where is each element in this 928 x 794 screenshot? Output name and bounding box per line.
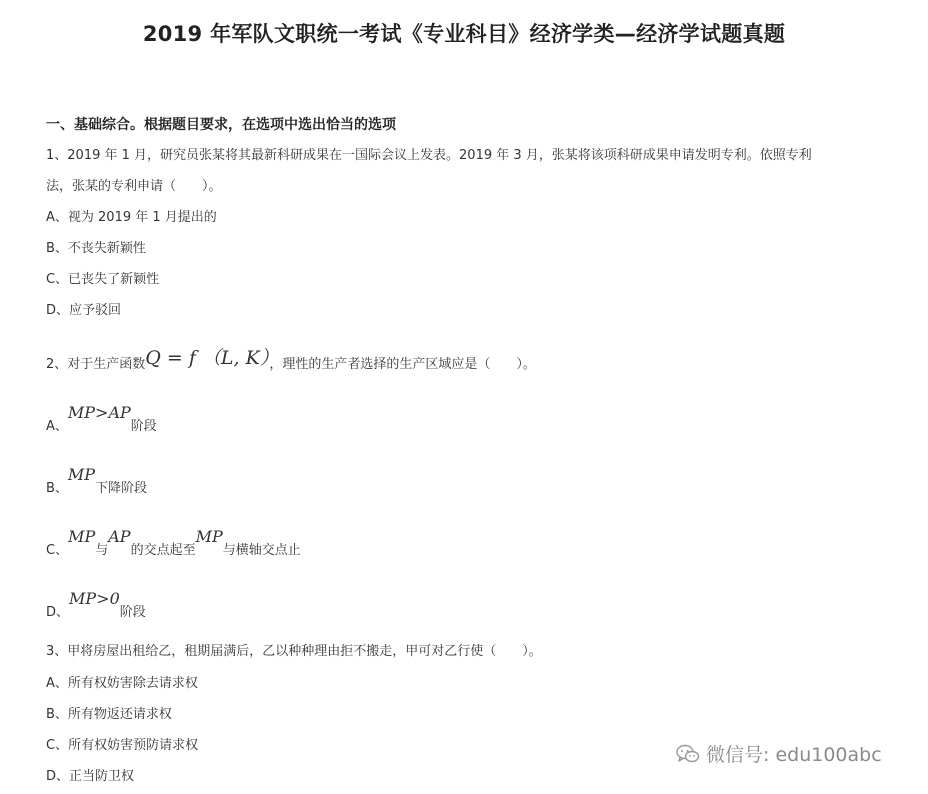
question-1-option-a: A、视为 2019 年 1 月提出的 bbox=[46, 210, 217, 225]
option-text: 的交点起至 bbox=[130, 543, 196, 558]
formula-mp: MP bbox=[67, 465, 96, 484]
wechat-watermark bbox=[676, 740, 882, 767]
option-text: 下降阶段 bbox=[95, 481, 148, 496]
option-letter: B、 bbox=[46, 481, 68, 496]
question-1-option-c: C、已丧失了新颖性 bbox=[46, 272, 160, 287]
question-1-option-d: D、应予驳回 bbox=[46, 303, 122, 318]
option-letter: D、 bbox=[46, 605, 70, 620]
question-1-option-b: B、不丧失新颖性 bbox=[46, 241, 146, 256]
option-text: 与 bbox=[95, 543, 109, 558]
formula-mp: MP bbox=[68, 527, 96, 546]
option-letter: A、 bbox=[46, 419, 68, 434]
question-3-text: 3、甲将房屋出租给乙，租期届满后，乙以种种理由拒不搬走，甲可对乙行使（ ）。 bbox=[46, 644, 542, 659]
question-2-option-d bbox=[46, 589, 146, 622]
question-1-text-cont: 法，张某的专利申请（ ）。 bbox=[46, 179, 222, 194]
question-2-suffix: ，理性的生产者选择的生产区域应是（ ）。 bbox=[269, 357, 536, 372]
section-heading: 一、基础综合。根据题目要求，在选项中选出恰当的选项 bbox=[46, 117, 396, 133]
option-text: 与横轴交点止 bbox=[222, 543, 301, 558]
production-function-formula: Q = f （L, K） bbox=[145, 347, 270, 369]
wechat-icon bbox=[676, 744, 700, 764]
question-3-option-b: B、所有物返还请求权 bbox=[46, 707, 172, 722]
page-title: 2019 年军队文职统一考试《专业科目》经济学类—经济学试题真题 bbox=[142, 22, 786, 46]
question-2-option-c bbox=[46, 527, 301, 560]
formula-ap: AP bbox=[108, 527, 131, 546]
question-2-option-a bbox=[46, 403, 157, 436]
question-3-option-d: D、正当防卫权 bbox=[46, 769, 135, 784]
option-letter: C、 bbox=[46, 543, 69, 558]
question-2-text bbox=[46, 347, 536, 374]
watermark-text: 微信号: edu100abc bbox=[706, 744, 882, 766]
formula-mp-gt-ap: MP>AP bbox=[67, 403, 131, 422]
question-2-option-b bbox=[46, 465, 148, 498]
option-text: 阶段 bbox=[130, 419, 157, 434]
formula-mp: MP bbox=[195, 527, 223, 546]
question-3-option-a: A、所有权妨害除去请求权 bbox=[46, 676, 198, 691]
option-text: 阶段 bbox=[119, 605, 146, 620]
question-2-prefix: 2、对于生产函数 bbox=[46, 357, 146, 372]
question-3-option-c: C、所有权妨害预防请求权 bbox=[46, 738, 199, 753]
question-1-text: 1、2019 年 1 月，研究员张某将其最新科研成果在一国际会议上发表。2019 年 3 月，张某将该项科研成果申请发明专利。依照专利 bbox=[46, 148, 812, 163]
formula-mp-gt-0: MP>0 bbox=[69, 589, 120, 608]
